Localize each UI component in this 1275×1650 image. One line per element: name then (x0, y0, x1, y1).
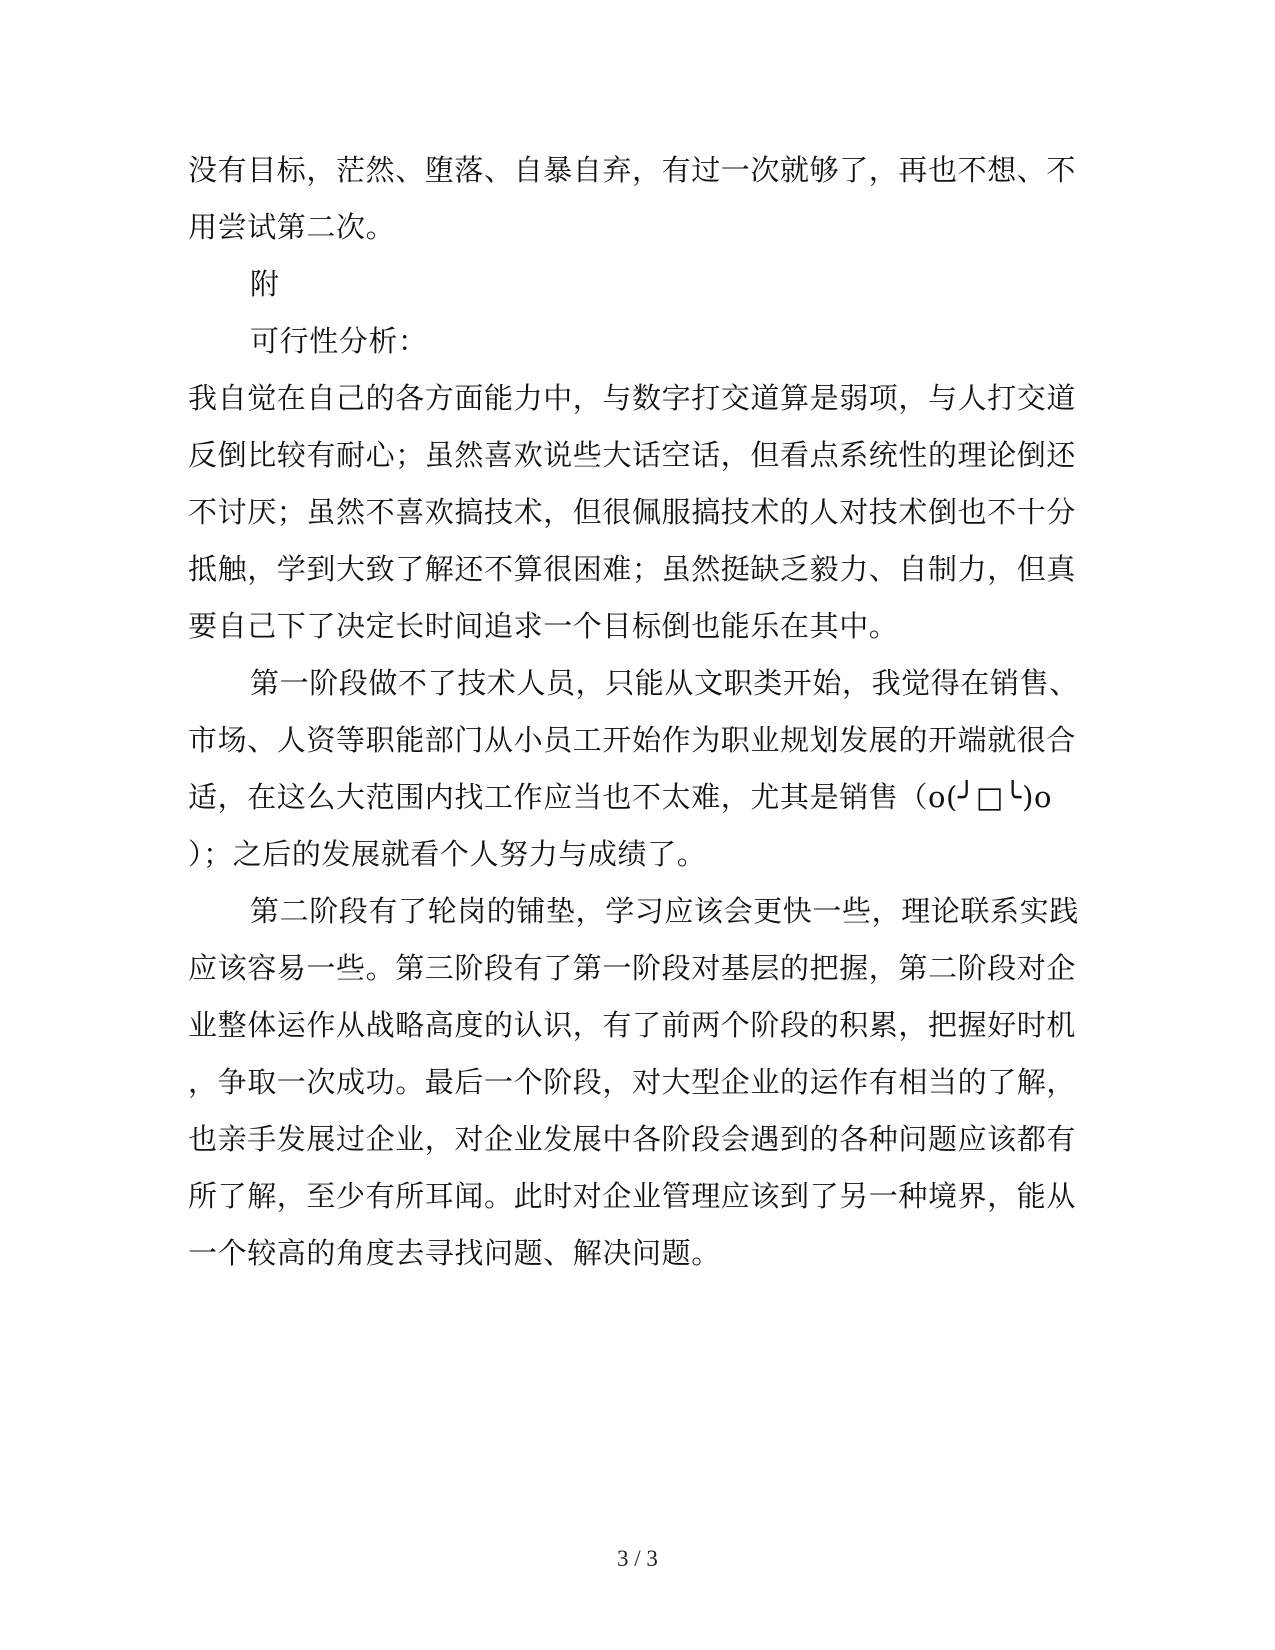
text-line: 适，在这么大范围内找工作应当也不太难，尤其是销售（o(╯□╰)o (188, 780, 1053, 814)
text-line: 市场、人资等职能部门从小员工开始作为职业规划发展的开端就很合 (188, 723, 1077, 757)
text-line: ，争取一次成功。最后一个阶段，对大型企业的运作有相当的了解， (188, 1065, 1077, 1099)
paragraph-continuation (188, 150, 1077, 264)
text-line: 所了解，至少有所耳闻。此时对企业管理应该到了另一种境界，能从 (188, 1179, 1077, 1213)
text-line: 业整体运作从战略高度的认识，有了前两个阶段的积累，把握好时机 (188, 1008, 1077, 1042)
text-line: 可行性分析： (250, 324, 428, 358)
text-line: 应该容易一些。第三阶段有了第一阶段对基层的把握，第二阶段对企 (188, 951, 1077, 985)
text-line: ）；之后的发展就看个人努力与成绩了。 (188, 837, 707, 871)
page-number: 3 / 3 (617, 1546, 658, 1571)
feasibility-heading (188, 321, 1068, 378)
paragraph-stage-one (188, 663, 1079, 891)
paragraph-self-assessment (188, 378, 1077, 663)
text-line: 要自己下了决定长时间追求一个目标倒也能乐在其中。 (188, 609, 899, 643)
text-line: 也亲手发展过企业，对企业发展中各阶段会遇到的各种问题应该都有 (188, 1122, 1077, 1156)
text-line: 用尝试第二次。 (188, 210, 396, 244)
appendix-heading (188, 264, 1068, 321)
document-body (188, 150, 1079, 1290)
text-line: 我自觉在自己的各方面能力中，与数字打交道算是弱项，与人打交道 (188, 381, 1077, 415)
text-line: 第二阶段有了轮岗的铺垫，学习应该会更快一些，理论联系实践 (250, 894, 1079, 928)
text-line: 第一阶段做不了技术人员，只能从文职类开始，我觉得在销售、 (250, 666, 1079, 700)
text-line: 没有目标，茫然、堕落、自暴自弃，有过一次就够了，再也不想、不 (188, 153, 1077, 187)
text-line: 不讨厌；虽然不喜欢搞技术，但很佩服搞技术的人对技术倒也不十分 (188, 495, 1077, 529)
text-line: 附 (250, 267, 280, 301)
text-line: 一个较高的角度去寻找问题、解决问题。 (188, 1236, 721, 1270)
text-line: 反倒比较有耐心；虽然喜欢说些大话空话，但看点系统性的理论倒还 (188, 438, 1077, 472)
text-line: 抵触，学到大致了解还不算很困难；虽然挺缺乏毅力、自制力，但真 (188, 552, 1077, 586)
paragraph-stage-two (188, 891, 1079, 1290)
